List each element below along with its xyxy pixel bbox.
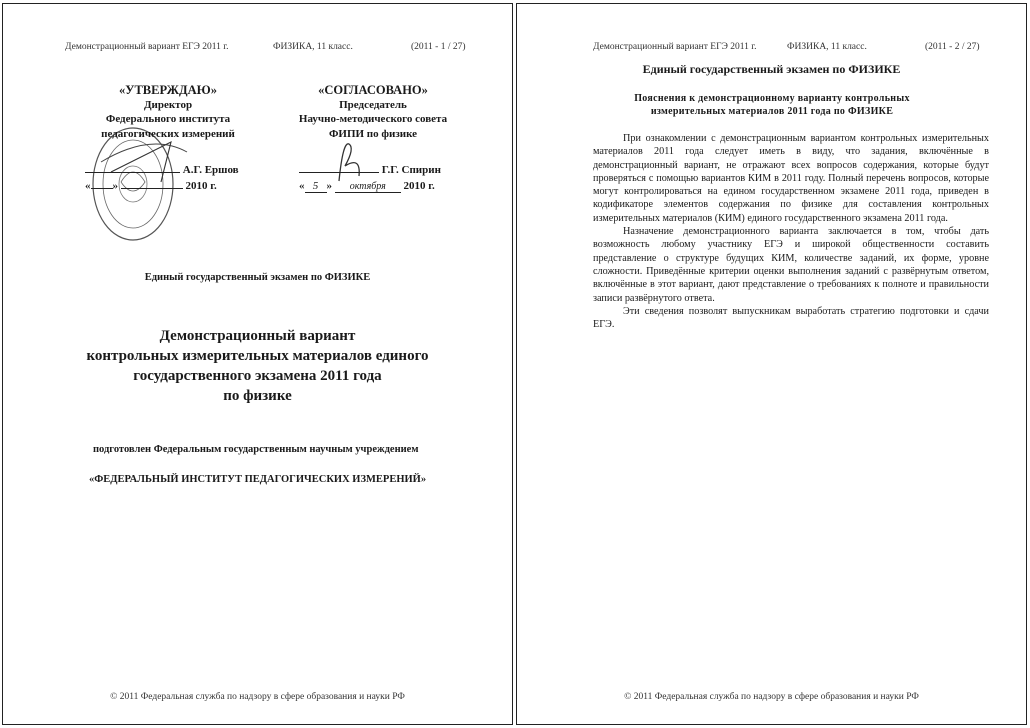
title-line-3: государственного экзамена 2011 года (133, 368, 382, 384)
approval-position: Директор (143, 98, 193, 111)
body-text (593, 132, 989, 331)
agreement-signature-line (299, 164, 441, 176)
title-line-4: по физике (223, 388, 292, 404)
paragraph: Эти сведения позволят выпускникам выработать стратегию подготовки и сдачи ЕГЭ. (593, 305, 989, 331)
approval-title: «УТВЕРЖДАЮ» (119, 83, 217, 97)
approval-date-line (85, 180, 217, 192)
approval-date-close: » (112, 180, 118, 192)
approval-org-line2: педагогических измерений (101, 127, 235, 140)
paragraph: Назначение демонстрационного варианта заключается в том, чтобы дать возможность любому участнику ЕГЭ и широкой общественности составить представление о структуре будущих КИМ, количестве заданий, их форме, уровне сложности. Приведённые критерии оценки выполнения заданий с развёрнутым ответом, включённые в этот вариант, дают представление о требованиях к полноте и правильности записи развёрнутого ответа. (593, 226, 989, 304)
agreement-date-line: « 5 » октября 2010 г. (299, 180, 435, 192)
document-page-1 (2, 3, 513, 725)
document-title (3, 326, 512, 406)
approval-signature-line (85, 164, 239, 176)
agreement-title: «СОГЛАСОВАНО» (318, 83, 428, 97)
agreement-position: Председатель (339, 98, 407, 111)
agreement-month: октября (335, 181, 401, 193)
approval-date-open: « (85, 180, 91, 192)
approval-year: 2010 г. (185, 180, 217, 192)
approval-org-line1: Федерального института (105, 113, 231, 125)
title-line-1: Демонстрационный вариант (159, 328, 356, 344)
agreement-signer: Г.Г. Спирин (381, 164, 441, 176)
document-page-2 (516, 3, 1027, 725)
header-subject: ФИЗИКА, 11 класс. (273, 42, 353, 52)
header-page-number: (2011 - 2 / 27) (925, 42, 980, 52)
agreement-council: Научно-методического совета (298, 113, 448, 125)
header-subject: ФИЗИКА, 11 класс. (787, 42, 867, 52)
paragraph: При ознакомлении с демонстрационным вариантом контрольных измерительных материалов 2011 года следует иметь в виду, что задания, включённые в демонстрационный вариант, не отражают всех вопросов содержания, которые будут проверяться с помощью вариантов КИМ в 2011 году. Полный перечень вопросов, которые могут контролироваться на едином государственном экзамене 2011 года, приведен в кодификаторе элементов содержания по физике для составления контрольных измерительных материалов (КИМ) единого государственного экзамена 2011 года. (593, 133, 989, 224)
institute-name: «ФЕДЕРАЛЬНЫЙ ИНСТИТУТ ПЕДАГОГИЧЕСКИХ ИЗМЕРЕНИЙ» (89, 474, 427, 485)
header-left: Демонстрационный вариант ЕГЭ 2011 г. (593, 42, 757, 52)
agreement-block (283, 83, 463, 141)
section-subtitle: Пояснения к демонстрационному варианту контрольных измерительных материалов 2011 года по ФИЗИКЕ (634, 93, 910, 117)
title-line-2: контрольных измерительных материалов единого (86, 348, 429, 364)
agreement-day: 5 (305, 180, 327, 193)
header-left: Демонстрационный вариант ЕГЭ 2011 г. (65, 42, 229, 52)
approval-block (83, 83, 253, 141)
header-page-number: (2011 - 1 / 27) (411, 42, 466, 52)
section-title: Единый государственный экзамен по ФИЗИКЕ (642, 62, 901, 76)
handwritten-signature (331, 136, 367, 186)
approval-signer: А.Г. Ершов (182, 164, 239, 176)
page-footer: © 2011 Федеральная служба по надзору в сфере образования и науки РФ (110, 692, 405, 702)
exam-name: Единый государственный экзамен по ФИЗИКЕ (144, 272, 371, 283)
agreement-year: 2010 г. (403, 180, 435, 192)
agreement-subject: ФИПИ по физике (328, 127, 418, 140)
page-footer: © 2011 Федеральная служба по надзору в сфере образования и науки РФ (624, 692, 919, 702)
prepared-by: подготовлен Федеральным государственным научным учреждением (93, 444, 419, 455)
